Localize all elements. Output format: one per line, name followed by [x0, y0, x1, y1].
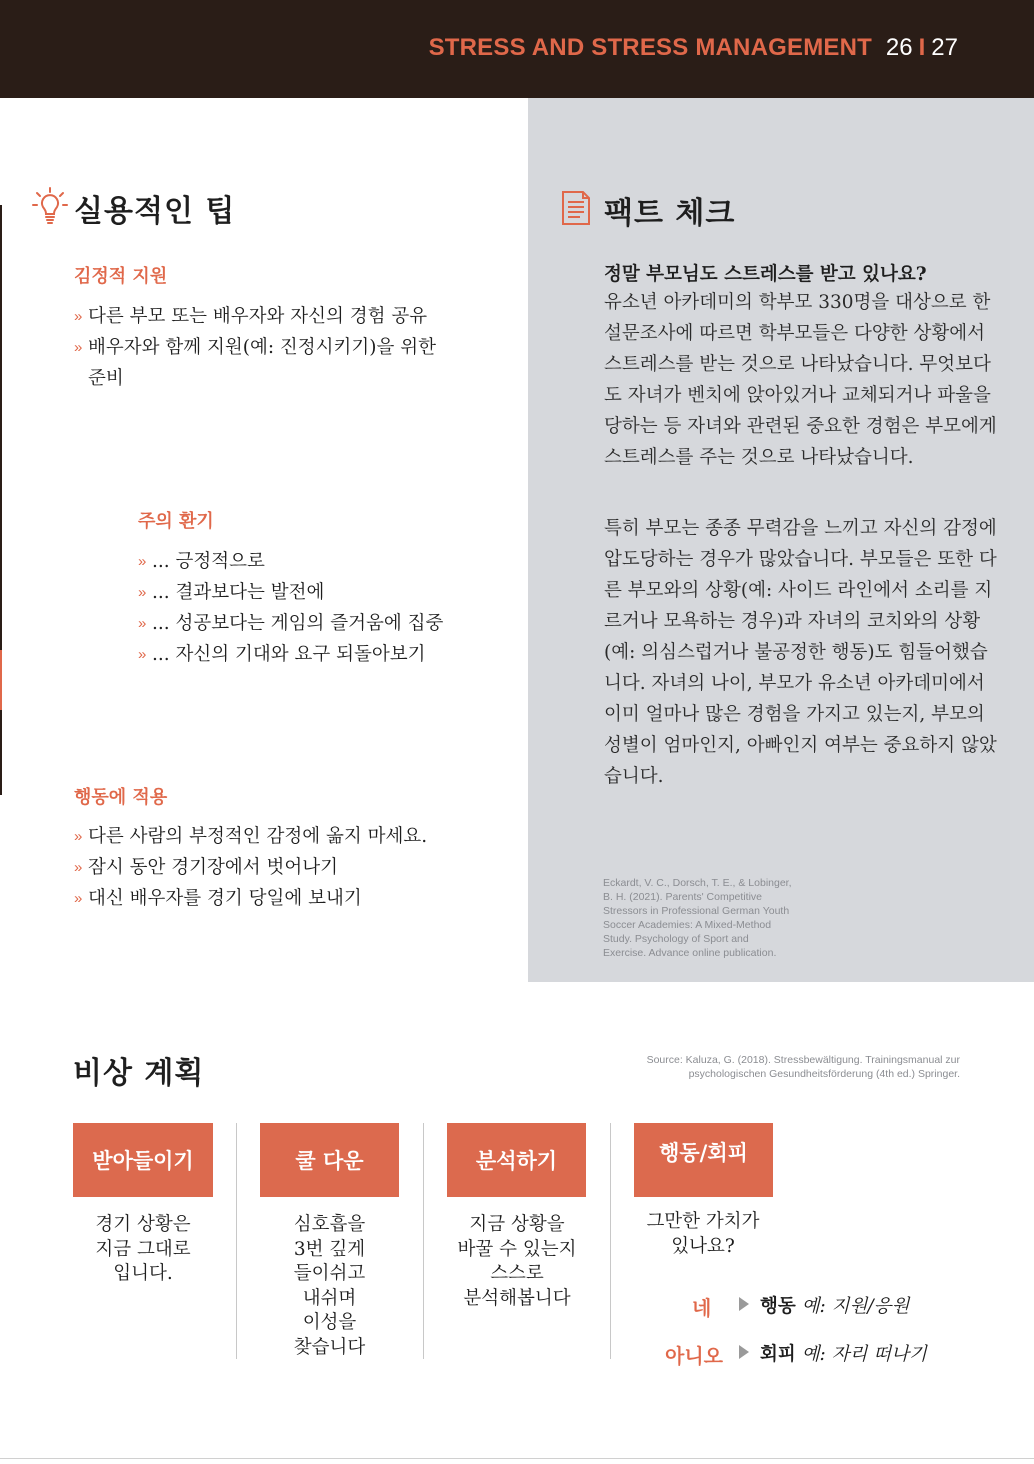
- page-number-left: 26: [885, 34, 913, 61]
- list-item: » ... 긍정적으로: [138, 546, 478, 577]
- arrow-right-icon: [739, 1345, 749, 1359]
- distraction-list: [138, 546, 478, 670]
- list-item: » 다른 사람의 부정적인 감정에 옮지 마세요.: [74, 821, 494, 852]
- list-item: » 다른 부모 또는 배우자와 자신의 경험 공유: [74, 301, 454, 332]
- emotional-support-heading: 김정적 지원: [74, 266, 168, 287]
- column-divider: [236, 1123, 237, 1359]
- lightbulb-icon: [32, 186, 68, 230]
- column-divider: [610, 1123, 611, 1359]
- distraction-heading: 주의 환기: [138, 511, 214, 532]
- step-act-avoid-box: 행동/회피: [634, 1123, 773, 1197]
- fact-check-title: 팩트 체크: [604, 196, 736, 231]
- step-analyze-desc: 지금 상황을 바꿀 수 있는지 스스로 분석해봅니다: [457, 1214, 577, 1309]
- step-accept-desc: 경기 상황은 지금 그대로 입니다.: [95, 1214, 191, 1284]
- tips-title: 실용적인 팁: [74, 194, 236, 229]
- list-item: » 배우자와 함께 지원(예: 진정시키기)을 위한 준비: [74, 332, 454, 394]
- list-item: » 잠시 동안 경기장에서 벗어나기: [74, 852, 494, 883]
- step-act-avoid-desc: 그만한 가치가 있나요?: [646, 1211, 760, 1257]
- action-list: [74, 821, 494, 914]
- step-cooldown-box: 쿨 다운: [260, 1123, 399, 1197]
- page-header: [0, 0, 1034, 98]
- page-numbers: [886, 34, 958, 62]
- source-citation: Source: Kaluza, G. (2018). Stressbewältigung. Trainingsmanual zur psychologischen Gesundheitsförderung (4th ed.) Springer.: [646, 1054, 960, 1080]
- list-item: » ... 자신의 기대와 요구 되돌아보기: [138, 639, 478, 670]
- list-item: » ... 결과보다는 발전에: [138, 577, 478, 608]
- column-divider: [423, 1123, 424, 1359]
- option-no-text: 회피 예: 자리 떠나기: [760, 1344, 927, 1365]
- tips-heading: [32, 186, 235, 230]
- option-yes-text: 행동 예: 지원/응원: [760, 1296, 910, 1317]
- bottom-divider: [0, 1458, 1034, 1459]
- arrow-right-icon: [739, 1297, 749, 1311]
- fact-check-question: 정말 부모님도 스트레스를 받고 있나요?: [604, 264, 927, 285]
- header-title: STRESS AND STRESS MANAGEMENT: [428, 34, 872, 61]
- fact-check-paragraph-1: 유소년 아카데미의 학부모 330명을 대상으로 한 설문조사에 따르면 학부모들은 다양한 상황에서 스트레스를 받는 것으로 나타났습니다. 무엇보다도 자녀가 벤치에 앉아있거나 교체되거나 파울을 당하는 등 자녀와 관련된 중요한 경험은 부모에게 스트레스를 주는 것으로 나타났습니다.: [604, 292, 997, 468]
- fact-check-reference: Eckardt, V. C., Dorsch, T. E., & Lobinger, B. H. (2021). Parents' Competitive Stressors in Professional German Youth Soccer Academies: A Mixed-Method Study. Psychology of Sport and Exercise. Advance online publication.: [603, 877, 792, 959]
- option-no-label: 아니오: [665, 1344, 723, 1368]
- emotional-support-list: [74, 301, 454, 394]
- fact-check-paragraph-2: 특히 부모는 종종 무력감을 느끼고 자신의 감정에 압도당하는 경우가 많았습니다. 부모들은 또한 다른 부모와의 상황(예: 사이드 라인에서 소리를 지르거나 모욕하는 경우)과 자녀의 코치와의 상황(예: 의심스럽거나 불공정한 행동)도 힘들어했습니다. 자녀의 나이, 부모가 유소년 아카데미에서 이미 얼마나 많은 경험을 가지고 있는지, 부모의 성별이 엄마인지, 아빠인지 여부는 중요하지 않았습니다.: [604, 518, 997, 787]
- list-item: » ... 성공보다는 게임의 즐거움에 집중: [138, 608, 478, 639]
- emergency-plan-title: 비상 계획: [73, 1056, 205, 1091]
- list-item: » 대신 배우자를 경기 당일에 보내기: [74, 883, 494, 914]
- page-separator: I: [918, 34, 926, 61]
- step-accept-box: 받아들이기: [73, 1123, 213, 1197]
- fact-check-heading: [560, 188, 735, 232]
- action-heading: 행동에 적용: [74, 787, 168, 808]
- option-yes-label: 네: [692, 1296, 712, 1320]
- left-edge-accent: [0, 650, 2, 710]
- document-icon: [560, 190, 592, 230]
- step-cooldown-desc: 심호흡을 3번 깊게 들이쉬고 내쉬며 이성을 찾습니다: [293, 1214, 366, 1358]
- page-number-right: 27: [931, 34, 958, 61]
- step-analyze-box: 분석하기: [447, 1123, 586, 1197]
